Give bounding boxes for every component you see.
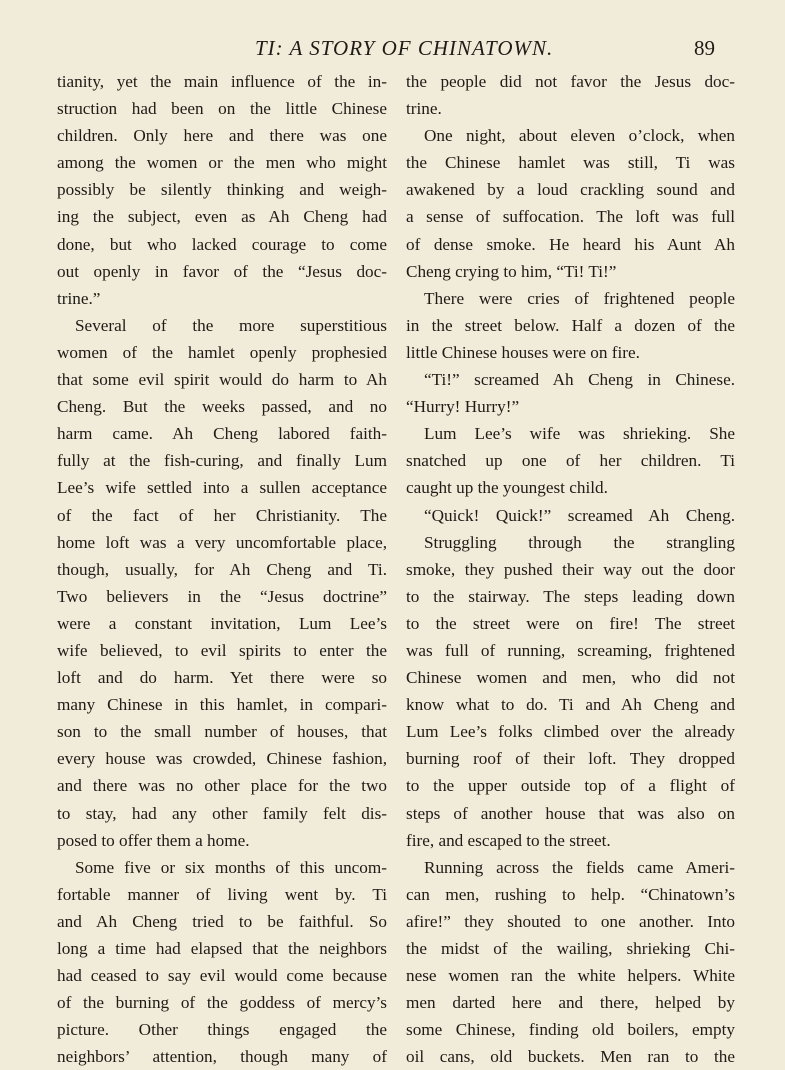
- text-line: the people did not favor the Jesus doc-: [406, 72, 735, 91]
- text-line: done, but who lacked courage to come: [57, 234, 387, 254]
- text-line: some Chinese, finding old boilers, empty: [406, 1020, 735, 1040]
- text-line: Cheng crying to him, “Ti! Ti!”: [406, 261, 617, 281]
- text-line: trine.”: [57, 288, 101, 308]
- text-line: Two believers in the “Jesus doctrine”: [57, 586, 387, 606]
- text-line: trine.: [406, 99, 442, 119]
- text-line: posed to offer them a home.: [57, 830, 250, 850]
- text-line: was full of running, screaming, frightened: [406, 640, 735, 660]
- text-line: fully at the fish-curing, and finally Lum: [57, 451, 387, 471]
- text-line: ing the subject, even as Ah Cheng had: [57, 207, 387, 227]
- text-line: can men, rushing to help. “Chinatown’s: [406, 884, 735, 904]
- text-line: a sense of suffocation. The loft was full: [406, 207, 735, 227]
- text-line: had ceased to say evil would come because: [57, 966, 387, 986]
- text-line: men darted here and there, helped by: [406, 993, 735, 1013]
- text-line: Several of the more superstitious: [75, 315, 387, 335]
- text-line: every house was crowded, Chinese fashion,: [57, 749, 387, 769]
- text-line: struction had been on the little Chinese: [57, 99, 387, 119]
- text-line: to the stairway. The steps leading down: [406, 586, 735, 606]
- text-line: Cheng. But the weeks passed, and no: [57, 397, 387, 417]
- text-line: neighbors’ attention, though many of: [57, 1047, 387, 1067]
- text-line: burning roof of their loft. They dropped: [406, 749, 735, 769]
- text-line: “Quick! Quick!” screamed Ah Cheng.: [424, 505, 735, 525]
- running-title: TI: A STORY OF CHINATOWN.: [255, 36, 554, 60]
- text-line: the Chinese hamlet was still, Ti was: [406, 153, 735, 173]
- text-line: of the fact of her Christianity. The: [57, 505, 387, 525]
- text-line: that some evil spirit would do harm to Ah: [57, 370, 387, 390]
- text-line: and Ah Cheng tried to be faithful. So: [57, 911, 387, 931]
- text-line: to stay, had any other family felt dis-: [57, 803, 387, 823]
- text-line: snatched up one of her children. Ti: [406, 451, 735, 471]
- text-line: oil cans, old buckets. Men ran to the: [406, 1047, 735, 1067]
- text-line: out openly in favor of the “Jesus doc-: [57, 261, 387, 281]
- text-line: in the street below. Half a dozen of the: [406, 315, 735, 335]
- text-line: One night, about eleven o’clock, when: [424, 126, 735, 146]
- text-line: Chinese women and men, who did not: [406, 668, 735, 688]
- text-line: picture. Other things engaged the: [57, 1020, 387, 1040]
- text-line: long a time had elapsed that the neighbors: [57, 939, 387, 958]
- text-line: little Chinese houses were on fire.: [406, 342, 640, 362]
- text-line: awakened by a loud crackling sound and: [406, 180, 735, 200]
- text-line: women of the hamlet openly prophesied: [57, 342, 387, 362]
- text-line: loft and do harm. Yet there were so: [57, 668, 387, 688]
- text-line: nese women ran the white helpers. White: [406, 966, 735, 986]
- text-line: “Hurry! Hurry!”: [406, 397, 520, 417]
- text-line: home loft was a very uncomfortable place,: [57, 532, 387, 552]
- text-line: fortable manner of living went by. Ti: [57, 884, 387, 904]
- text-line: afire!” they shouted to one another. Into: [406, 911, 735, 931]
- text-line: were a constant invitation, Lum Lee’s: [57, 613, 387, 633]
- text-line: to the street were on fire! The street: [406, 613, 735, 633]
- text-line: among the women or the men who might: [57, 153, 387, 173]
- text-line: son to the small number of houses, that: [57, 722, 387, 742]
- text-line: “Ti!” screamed Ah Cheng in Chinese.: [424, 370, 735, 390]
- text-line: know what to do. Ti and Ah Cheng and: [406, 695, 735, 715]
- text-line: There were cries of frightened people: [424, 288, 735, 308]
- left-text-column: [57, 68, 387, 1070]
- text-line: smoke, they pushed their way out the door: [406, 559, 735, 579]
- text-line: harm came. Ah Cheng labored faith-: [57, 424, 387, 444]
- text-line: of dense smoke. He heard his Aunt Ah: [406, 234, 735, 254]
- text-line: tianity, yet the main influence of the in-: [57, 72, 387, 91]
- text-line: Struggling through the strangling: [424, 532, 735, 552]
- text-line: children. Only here and there was one: [57, 126, 387, 146]
- text-line: possibly be silently thinking and weigh-: [57, 180, 387, 200]
- text-line: to the upper outside top of a flight of: [406, 776, 735, 796]
- page-number: 89: [694, 36, 715, 60]
- text-line: of the burning of the goddess of mercy’s: [57, 993, 387, 1013]
- text-line: many Chinese in this hamlet, in compari-: [57, 695, 387, 715]
- text-line: Lum Lee’s wife was shrieking. She: [424, 424, 735, 444]
- text-line: Lum Lee’s folks climbed over the already: [406, 722, 735, 742]
- text-line: fire, and escaped to the street.: [406, 830, 611, 850]
- running-head: [0, 36, 785, 66]
- text-line: wife believed, to evil spirits to enter the: [57, 640, 387, 660]
- text-line: though, usually, for Ah Cheng and Ti.: [57, 559, 387, 579]
- text-line: Running across the fields came Ameri-: [424, 857, 735, 877]
- text-line: the midst of the wailing, shrieking Chi-: [406, 939, 735, 958]
- right-text-column: [406, 68, 735, 1070]
- text-line: and there was no other place for the two: [57, 776, 387, 796]
- text-line: caught up the youngest child.: [406, 478, 608, 498]
- text-line: Some five or six months of this uncom-: [75, 857, 387, 877]
- text-line: Lee’s wife settled into a sullen acceptance: [57, 478, 387, 498]
- text-line: steps of another house that was also on: [406, 803, 735, 823]
